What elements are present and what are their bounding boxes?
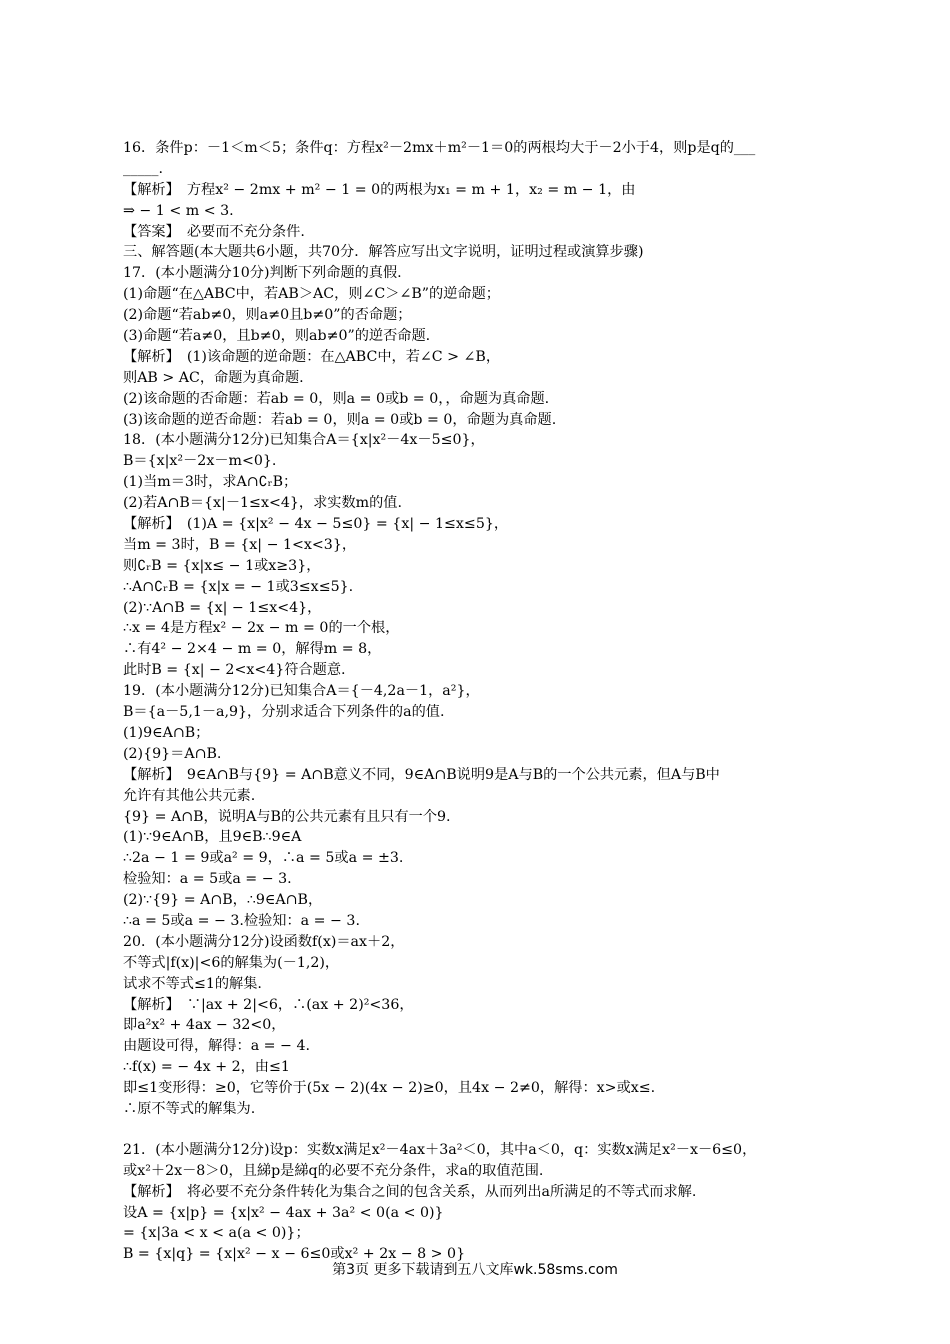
text-line: ∴有4² − 2×4 − m = 0，解得m = 8，	[123, 641, 382, 658]
text-line: ∴原不等式的解集为.	[123, 1100, 256, 1117]
text-line: ∴2a − 1 = 9或a² = 9，∴a = 5或a = ±3.	[123, 850, 404, 867]
text-block-1	[123, 138, 858, 1120]
text-line: (2)∵A∩B = {x| − 1≤x<4}，	[123, 599, 322, 616]
text-line: 试求不等式≤1的解集.	[123, 975, 262, 992]
text-line: 【解析】 (1)该命题的逆命题：在△ABC中，若∠C > ∠B，	[123, 348, 501, 365]
text-line: 允许有其他公共元素.	[123, 787, 256, 804]
text-line: 21．(本小题满分12分)设p：实数x满足x²－4ax＋3a²＜0，其中a＜0，q：实数x满足x²－x－6≤0，	[123, 1141, 757, 1158]
text-line: 19．(本小题满分12分)已知集合A＝{－4,2a－1，a²}，	[123, 683, 480, 700]
text-line: 【解析】 将必要不充分条件转化为集合之间的包含关系，从而列出a所满足的不等式而求解.	[123, 1183, 697, 1200]
document-body	[123, 138, 858, 1265]
text-block-2	[123, 1140, 858, 1265]
text-line: 即a²x² + 4ax − 32<0，	[123, 1017, 286, 1034]
text-line: 当m = 3时，B = {x| − 1<x<3}，	[123, 536, 357, 553]
text-line: B＝{x|x²－2x－m<0}.	[123, 453, 277, 470]
text-line: (2)该命题的否命题：若ab = 0，则a = 0或b = 0，，命题为真命题.	[123, 390, 550, 407]
text-line: 此时B = {x| − 2<x<4}符合题意.	[123, 662, 346, 679]
text-line: = {x|3a < x < a(a < 0)}；	[123, 1225, 310, 1242]
text-line: 三、解答题(本大题共6小题，共70分．解答应写出文字说明，证明过程或演算步骤)	[123, 244, 644, 261]
text-line: 即≤1变形得：≥0，它等价于(5x − 2)(4x − 2)≥0，且4x − 2≠0，解得：x>或x≤.	[123, 1080, 656, 1097]
text-line: (3)命题“若a≠0，且b≠0，则ab≠0”的逆否命题.	[123, 328, 431, 345]
text-line: (2)若A∩B＝{x|－1≤x<4}，求实数m的值.	[123, 495, 402, 512]
page-footer: 第3页 更多下载请到五八文库wk.58sms.com	[332, 1262, 618, 1278]
text-line: 不等式|f(x)|<6的解集为(－1,2)，	[123, 954, 340, 971]
text-line: (3)该命题的逆否命题：若ab = 0，则a = 0或b = 0，命题为真命题.	[123, 411, 557, 428]
text-line: (1)当m＝3时，求A∩∁ᵣB；	[123, 474, 298, 491]
text-line: (1)9∈A∩B；	[123, 724, 210, 741]
text-line: {9} = A∩B，说明A与B的公共元素有且只有一个9.	[123, 808, 451, 825]
text-line: (2){9}＝A∩B.	[123, 745, 222, 762]
text-line: 设A = {x|p} = {x|x² − 4ax + 3a² < 0(a < 0)}	[123, 1204, 444, 1221]
text-line: (1)命题“在△ABC中，若AB＞AC，则∠C＞∠B”的逆命题；	[123, 286, 500, 303]
text-line: ∴x = 4是方程x² − 2x − m = 0的一个根，	[123, 620, 400, 637]
text-line: 20．(本小题满分12分)设函数f(x)＝ax＋2，	[123, 933, 405, 950]
text-line: (2)∵{9} = A∩B，∴9∈A∩B，	[123, 892, 323, 909]
text-line: 则AB > AC，命题为真命题.	[123, 369, 304, 386]
text-line: ∴a = 5或a = − 3.检验知：a = − 3.	[123, 912, 360, 929]
text-line: 则∁ᵣB = {x|x≤ − 1或x≥3}，	[123, 557, 321, 574]
text-line: ⇒ − 1 < m < 3.	[123, 202, 234, 219]
text-line: 【解析】 方程x² − 2mx + m² − 1 = 0的两根为x₁ = m + 1，x₂ = m − 1，由	[123, 181, 636, 198]
text-line: 【解析】 ∵|ax + 2|<6，∴(ax + 2)²<36，	[123, 996, 414, 1013]
text-line: 17．(本小题满分10分)判断下列命题的真假.	[123, 265, 402, 282]
text-line: _____.	[123, 160, 163, 177]
text-line: ∴A∩∁ᵣB = {x|x = − 1或3≤x≤5}.	[123, 578, 354, 595]
text-line: 检验知：a = 5或a = − 3.	[123, 871, 292, 888]
text-line: 【答案】 必要而不充分条件.	[123, 223, 305, 240]
paragraph-gap	[123, 1120, 858, 1140]
text-line: B = {x|q} = {x|x² − x − 6≤0或x² + 2x − 8 > 0}	[123, 1246, 466, 1263]
text-line: 16．条件p：－1＜m＜5；条件q：方程x²－2mx＋m²－1＝0的两根均大于－2小于4，则p是q的___	[123, 140, 756, 156]
text-line: 或x²＋2x－8＞0，且綈p是綈q的必要不充分条件，求a的取值范围.	[123, 1162, 544, 1179]
text-line: (1)∵9∈A∩B，且9∈B∴9∈A	[123, 829, 302, 846]
text-line: ∴f(x) = − 4x + 2，由≤1	[123, 1059, 290, 1076]
text-line: 由题设可得，解得：a = − 4.	[123, 1038, 310, 1055]
text-line: (2)命题“若ab≠0，则a≠0且b≠0”的否命题；	[123, 307, 412, 324]
text-line: 【解析】 9∈A∩B与{9} = A∩B意义不同，9∈A∩B说明9是A与B的一个公共元素，但A与B中	[123, 766, 720, 783]
text-line: 18．(本小题满分12分)已知集合A＝{x|x²－4x－5≤0}，	[123, 432, 485, 449]
text-line: 【解析】 (1)A = {x|x² − 4x − 5≤0} = {x| − 1≤x≤5}，	[123, 516, 509, 533]
text-line: B＝{a－5,1－a,9}，分别求适合下列条件的a的值.	[123, 704, 445, 721]
